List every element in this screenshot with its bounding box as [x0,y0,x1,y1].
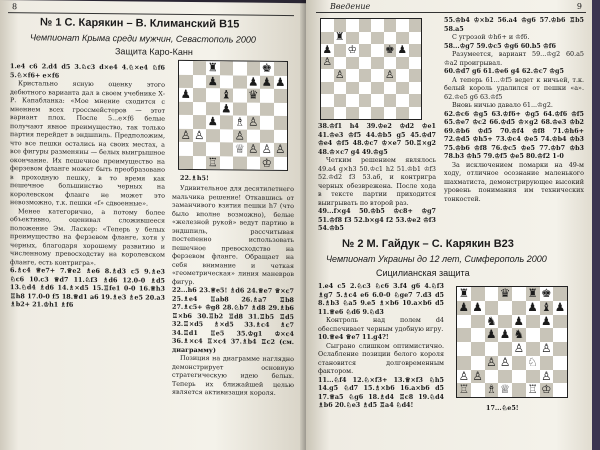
chess-piece: ♙ [499,354,511,369]
board-square [346,107,359,120]
right-page-left-column [318,122,436,233]
board-square [206,75,220,89]
board-square [220,88,234,102]
chess-piece: ♟ [207,73,218,88]
board-square [553,315,567,329]
chess-piece: ♔ [261,155,272,170]
right-column-text [172,184,294,398]
board-square [233,88,247,102]
left-column-text [10,62,165,310]
board-square [384,94,397,107]
board-square [260,116,274,130]
board-square [498,383,512,397]
chess-piece: ♖ [207,154,218,169]
board-square [179,155,193,169]
chess-piece: ♟ [527,299,538,314]
board-square [512,328,526,342]
chess-piece: ♔ [541,382,552,397]
board-square [260,156,274,170]
board-square [485,315,499,329]
board-square [371,82,384,95]
board-square [260,143,274,157]
board-square [498,315,512,329]
board-square [485,301,499,315]
board-square [526,370,540,384]
board-square [334,107,347,120]
board-square [512,383,526,397]
commentary-paragraph: Разумеется, вариант 59...♔g2 60.a5 ♔a2 проигрывал. [444,50,584,67]
game-title: № 1 С. Карякин – В. Климанский В15 [40,16,240,31]
board-square [274,62,288,76]
board-square [260,102,274,116]
board-square [396,82,409,95]
board-square [457,287,471,301]
board-square [384,19,397,32]
board-square [457,356,471,370]
board-square [485,342,499,356]
moves-paragraph: 49...f×g4 50.♔b5 ♔c8+ ♔g7 51.♔f8 f3 52.b×g4 f2 53.♔e2 ♔f3 54.♔b5 [318,207,436,232]
board-square [471,315,485,329]
board-square [498,356,512,370]
board-square [526,315,540,329]
diagram-caption: 17...♘e5! [486,404,519,412]
board-square [346,82,359,95]
board-square [553,342,567,356]
commentary-paragraph: Четким решением являлось 49.a4 g×h3 50.♔c1 h2 51.♔b1 ♔f3 52.♔d2 f3 53.a6, и контригра черных обезврежена. После хода в тексте партии приходится выигрывать по второй раз. [318,156,436,207]
board-square [179,142,193,156]
board-square [485,370,499,384]
chess-piece: ♟ [248,74,259,89]
moves-paragraph: 38.♔f1 h4 39.♔e2 ♔d2 ♔e1 41.♔e3 ♔f5 44.♔b5 g5 45.♔d7 ♔e4 ♔f5 48.♔c7 ♔×e7 50.♖×g2 48.♔×c7 g4 49.♔g5 [318,122,436,156]
board-square [346,19,359,32]
chess-diagram [178,60,288,171]
board-square [247,116,261,130]
board-square [179,101,193,115]
chess-piece: ♖ [458,382,470,397]
board-square [359,69,372,82]
board-square [526,356,540,370]
board-square [260,75,274,89]
board-square [334,94,347,107]
board-square [409,69,422,82]
moves-paragraph: 10.♕e4 ♕e7 11.g4?! [318,333,389,341]
board-square [220,129,234,143]
board-square [526,383,540,397]
book-cover-edge [592,0,600,450]
board-square [359,94,372,107]
board-square [274,156,288,170]
chess-diagram [456,286,568,398]
commentary-paragraph: Удивительное для десятилетнего мальчика решение! Откавшись от заманчивого взятия пешки h7 (что было вполне возможно), белые «железной рукой» ведут партию в эндшпиль, рассчитывая постепенно использовать пешечное превосходство на ферзевом фланге. Обращает на себя внимание и четкая «геометрическая» линия маневров фигур. [172,183,294,286]
board-square [540,287,554,301]
chess-piece: ♝ [221,87,232,102]
board-square [334,44,347,57]
moves-paragraph: 58...♔g7 59.♔c5 ♔g6 60.b5 ♔f6 [444,41,556,50]
chess-piece: ♙ [458,368,470,383]
board-square [260,89,274,103]
commentary-paragraph: Сыграно слишком оптимистично. Ослабление позиции белого короля становится долговременным фактором. [318,341,444,375]
chess-piece: ♞ [513,327,525,342]
board-square [346,44,359,57]
board-square [498,342,512,356]
board-square [512,370,526,384]
board-square [457,328,471,342]
chess-piece: ♟ [486,327,497,342]
board-square [371,69,384,82]
chess-piece: ♟ [541,313,552,328]
board-square [179,61,193,75]
chess-piece: ♟ [275,74,286,89]
header-rule [8,12,294,16]
board-square [206,156,220,170]
board-square [540,301,554,315]
board-square [359,57,372,70]
chess-piece: ♙ [275,141,286,157]
chess-piece: ♟ [180,86,191,102]
board-square [409,107,422,120]
chess-piece: ♜ [334,30,345,44]
board-square [179,115,193,129]
board-square [346,69,359,82]
board-square [359,107,372,120]
chess-piece: ♖ [527,382,538,397]
board-square [485,287,499,301]
chess-piece: ♟ [554,299,566,314]
chess-piece: ♙ [180,127,191,142]
board-square [206,115,220,129]
commentary-paragraph: А теперь 61...♔f5 ведет к ничьей, т.к. белый король удалился от пешки «a». 62.♔e5 g6 63.♔f5 [444,75,584,101]
board-square [179,128,193,142]
board-square [334,32,347,45]
board-square [206,61,220,75]
board-square [457,370,471,384]
chess-piece: ♕ [499,382,511,397]
board-square [553,287,567,301]
board-square [457,383,471,397]
game2-event: Чемпионат Украины до 12 лет, Симферополь 2000 [326,254,547,264]
board-square [371,44,384,57]
board-square [384,69,397,82]
board-square [396,94,409,107]
chess-piece: ♙ [486,354,497,369]
chess-piece: ♘ [527,354,538,369]
board-square [321,107,334,120]
board-square [526,342,540,356]
board-square [193,61,207,75]
board-square [471,301,485,315]
board-square [384,107,397,120]
commentary-paragraph: Контроль над полем d4 обеспечивает черным удобную игру. [318,316,444,333]
board-square [409,57,422,70]
board-square [457,315,471,329]
chess-piece: ♜ [527,286,538,301]
page-number: 8 [12,2,18,12]
board-square [540,356,554,370]
board-square [233,75,247,89]
game2-title: № 2 М. Гайдук – С. Карякин В23 [342,238,514,250]
board-square [384,82,397,95]
board-square [220,115,234,129]
chess-piece: ♜ [207,60,218,75]
board-square [409,19,422,32]
board-square [193,156,207,170]
chess-piece: ♙ [234,127,245,143]
board-square [179,88,193,102]
board-square [247,89,261,103]
chess-piece: ♗ [234,114,245,129]
chess-piece: ♟ [513,313,525,328]
board-square [553,370,567,384]
board-square [346,57,359,70]
board-square [471,328,485,342]
board-square [457,342,471,356]
chess-piece: ♙ [513,341,525,356]
board-square [384,44,397,57]
chess-piece: ♚ [384,42,395,56]
chess-piece: ♙ [261,141,272,156]
board-square [540,342,554,356]
moves-paragraph: 1.e4 c5 2.♘c3 ♘c6 3.f4 g6 4.♘f3 ♗g7 5.♗c4 e6 6.0-0 ♘ge7 7.d3 d5 8.♗b3 ♘a5 9.e5 ♗×b6 10.a×b6 d5 11.♕e6 ♘d6 9.♘d3 [318,282,444,316]
board-square [193,129,207,143]
board-square [457,301,471,315]
right-page-right-column [444,16,584,203]
board-square [371,57,384,70]
board-square [321,94,334,107]
chess-piece: ♟ [261,74,272,89]
board-square [409,94,422,107]
board-square [233,142,247,156]
board-square [371,19,384,32]
board-square [540,383,554,397]
diagram-caption: 22.♗h5! [180,173,209,183]
board-square [512,315,526,329]
board-square [553,328,567,342]
moves-paragraph: 6.♗c4 ♕e7+ 7.♕e2 ♗e6 8.♗d3 c5 9.♗e3 ♘c6 10.c3 ♕d7 11.♘f3 ♗d6 12.0-0 ♗d5 13.♘d4 ♗d6 14.♗×d5 15.♖fe1 0-0 16.♕h3 ♖h8 17.0-0 f5 18.♕d1 a6 19.♗e3 ♗e5 20.a3 ♗b2+ 21.♔h1 ♗f6 [10,266,165,309]
chess-piece: ♛ [499,286,511,301]
opening-name: Защита Каро-Канн [115,46,193,58]
board-square [471,370,485,384]
chess-piece: ♙ [194,127,205,142]
board-square [220,102,234,116]
board-square [512,342,526,356]
board-square [359,82,372,95]
board-square [247,62,261,76]
board-square [498,370,512,384]
board-square [346,94,359,107]
board-square [396,57,409,70]
board-square [206,142,220,156]
board-square [540,315,554,329]
chess-piece: ♞ [486,313,497,328]
chess-piece: ♜ [458,286,470,301]
board-square [321,82,334,95]
moves-paragraph: 62.♔c6 ♔g5 63.♔f6+ ♔g5 64.♔f6 ♔f5 65.♔e7 ♔c2 66.♔d5 ♔×g2 68.♔e3 ♔b2 69.♔b6 ♔d5 70.♔f4 ♔f8 71.♔h6+ 72.♔d5 ♔h5+ 73.♔c4 ♔e5 74.♔b4 ♔b3 75.♔b6 ♔f8 76.♔c5 ♔e5 77.♔b7 ♔b3 78.b3 ♔h5 79.♔f5 ♔e5 80.♔f2 1-0 [444,109,584,160]
chess-piece: ♗ [486,382,497,397]
board-square [247,143,261,157]
game-event: Чемпионат Крыма среди мужчин, Севастополь 2000 [30,32,256,45]
board-square [193,75,207,89]
chess-piece: ♟ [207,114,218,129]
chess-piece: ♟ [397,42,407,56]
board-square [485,328,499,342]
board-square [485,356,499,370]
chess-piece: ♟ [458,299,470,314]
board-square [220,156,234,170]
game2-opening: Сицилианская защита [376,268,470,278]
board-square [371,94,384,107]
commentary-paragraph: Позиция на диаграмме наглядно демонстрирует основную стратегическую идею белых. Теперь их ближайшей целью является активизация короля. [172,353,294,397]
board-square [396,44,409,57]
board-square [526,287,540,301]
board-square [233,156,247,170]
commentary-paragraph: Кристально ясную оценку этого дебютного варианта дал в своем учебнике Х-Р. Капабланка: «Мое мнение сходится с мнением всех гроссмейстеров — этот вариант плох. После 5...e×f6 белые получают явное преимущество, так только партия перейдет в эндшпиль. Предположим, что все пешки остались на своих местах, а все фигуры разменяны — белых выигрышное окончание. Их пешечное преимущество на ферзевом фланге может быть преобразовано в проходную пешку, в то время как пешечное большинство черных на королевском фланге не может это невозможно, т.к. пешки «f» сдвоенные». [10,79,165,208]
board-square [220,142,234,156]
board-square [396,107,409,120]
chess-piece: ♙ [334,67,345,81]
board-square [409,32,422,45]
board-square [371,32,384,45]
board-square [321,57,334,70]
board-square [409,44,422,57]
board-square [526,328,540,342]
page-number: 9 [576,2,582,11]
board-square [334,82,347,95]
commentary-paragraph: С угрозой ♔h6+ и ♔f6. [452,33,530,41]
chess-piece: ♟ [472,299,483,314]
board-square [321,19,334,32]
board-square [409,82,422,95]
chess-piece: ♔ [347,42,357,56]
board-square [498,287,512,301]
board-square [512,287,526,301]
moves-paragraph: 1.e4 c6 2.d4 d5 3.♘c3 d×e4 4.♘×e4 ♘f6 5.♘×f6+ e×f6 [10,62,165,80]
game2-text [318,282,444,410]
chess-diagram [320,18,422,120]
running-header: Введение [330,2,371,11]
board-square [193,88,207,102]
chess-piece: ♕ [234,141,245,156]
board-square [485,383,499,397]
board-square [396,69,409,82]
header-rule [316,12,586,13]
chess-piece: ♙ [384,67,395,81]
moves-paragraph: 55.♔b4 ♔×b2 56.a4 ♔g6 57.♔b6 ♖b5 58.a5 [444,16,584,33]
moves-paragraph: 22...h6 23.♕e5! ♗d6 24.♕e7 ♕×c7 25.♗e4 ♖ab8 26.♗a7 ♖b8 27.♗c5+ ♔g8 28.♘b7 ♗d8 29.♗b6 ♖×b6 30.♖b2 ♖d8 31.♖b5 ♖d5 32.♖×d5 ♗×d5 33.♗c4 ♗c7 34.♖d1 ♖e5 35.♔g1 ♔×c4 36.♗×c4 ♖×c4 37.♗b4 ♖c2 (см. диаграмму) [172,285,294,354]
board-square [359,32,372,45]
chess-piece: ♙ [248,114,259,129]
chess-piece: ♝ [541,299,552,314]
board-square [512,301,526,315]
commentary-paragraph: За исключением помарки на 49-м ходу, отличное осознание маленького шахматиста, демонстрирующее высокий уровень понимания им технических тонкостей. [444,160,584,203]
board-square [321,69,334,82]
board-square [371,107,384,120]
board-square [498,301,512,315]
chess-piece: ♙ [322,55,332,69]
board-square [274,102,288,116]
board-square [359,44,372,57]
board-square [193,142,207,156]
chess-piece: ♙ [541,341,552,356]
board-square [274,143,288,157]
board-square [553,383,567,397]
board-square [247,156,261,170]
chess-piece: ♟ [499,327,511,342]
board-square [471,287,485,301]
commentary-paragraph: Вновь ничью давало 61...♔g2. [452,101,553,109]
board-square [526,301,540,315]
board-square [220,61,234,75]
board-square [193,115,207,129]
moves-paragraph: 60.♔d7 g6 61.♔e6 g4 62.♔c7 ♔g5 [444,67,564,75]
board-square [274,116,288,130]
right-page [306,0,600,450]
board-square [206,88,220,102]
board-square [233,61,247,75]
board-square [274,89,288,103]
chess-piece: ♛ [248,87,259,102]
board-square [553,356,567,370]
board-square [396,19,409,32]
board-square [206,129,220,143]
board-square [274,75,288,89]
board-square [334,69,347,82]
moves-paragraph: 11...♘f4 12.♘×f3+ 13.♕×f3 ♘h5 14.g5 ♘d7 15.♗×b6 16.a×b6 d5 17.♕a5 ♘g6 18.♗d4 ♖c8 19.♘d4 ♗b6 20.♘e3 ♗d5 ♖a4 ♘d4! [318,375,444,409]
board-square [193,102,207,116]
board-square [471,383,485,397]
chess-piece: ♙ [472,368,483,383]
board-square [471,342,485,356]
chess-piece: ♟ [221,100,232,115]
board-square [233,115,247,129]
board-square [540,370,554,384]
board-square [512,356,526,370]
chess-piece: ♙ [541,368,552,383]
board-square [553,301,567,315]
board-square [260,62,274,76]
chess-piece: ♚ [261,60,272,75]
chess-piece: ♚ [541,286,552,301]
chess-piece: ♟ [322,42,332,56]
chess-piece: ♙ [248,141,259,156]
board-square [359,19,372,32]
board-square [540,328,554,342]
board-square [498,328,512,342]
board-square [471,356,485,370]
commentary-paragraph: Менее категорично, а потому более объективно, оценивал сложившееся положение Эм. Ласкер: «Теперь у белых преимущество на ферзевом фланге, хотя у черных, благодаря хорошему развитию и численному превосходству на королевском фланге, есть контригра». [10,206,165,267]
